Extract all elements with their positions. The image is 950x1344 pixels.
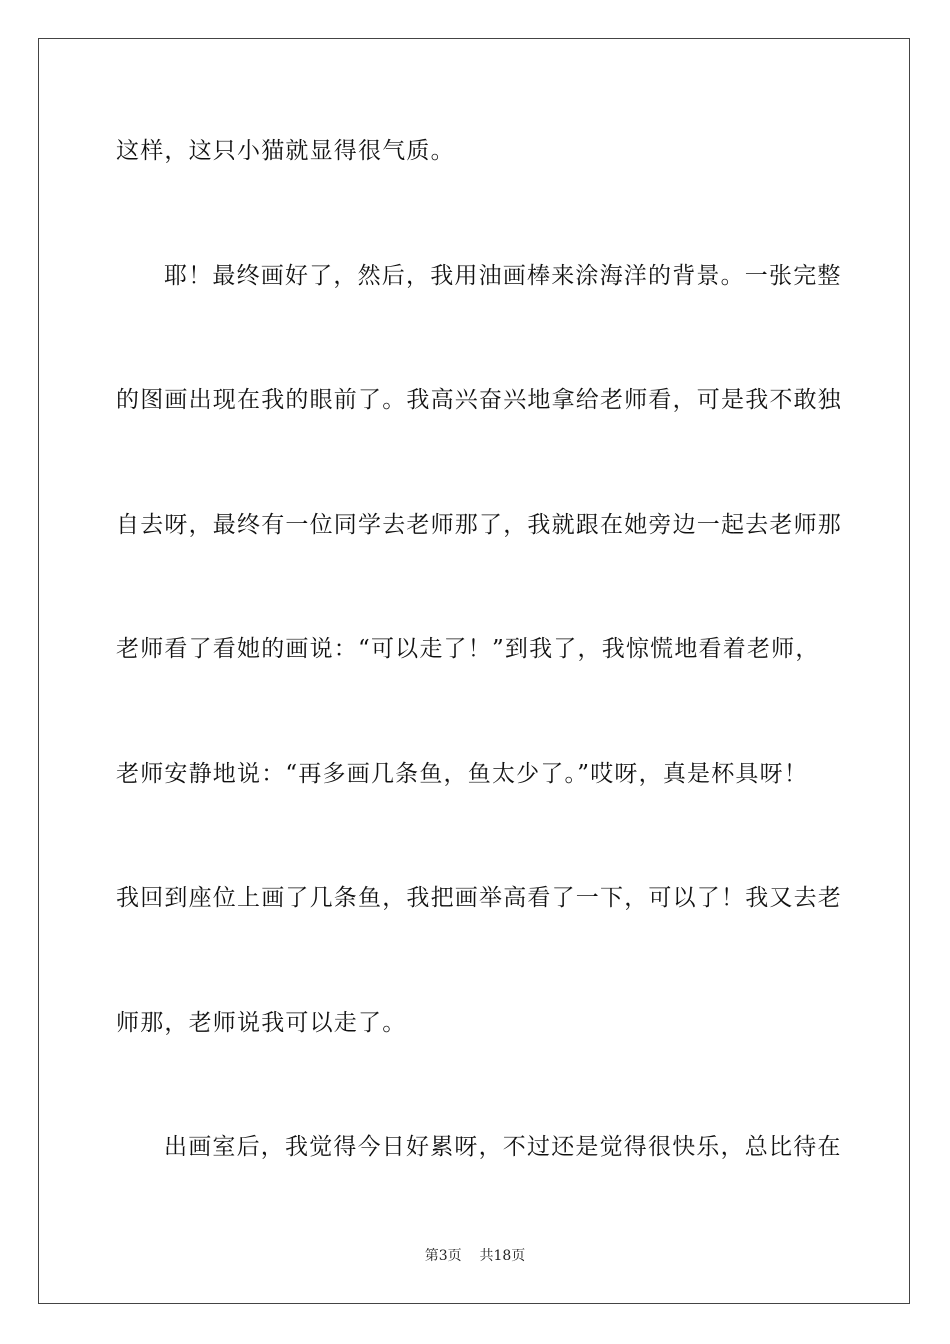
paragraph-line: 自去呀，最终有一位同学去老师那了，我就跟在她旁边一起去老师那 [116, 512, 842, 538]
paragraph-line: 师那，老师说我可以走了。 [116, 1010, 407, 1036]
page-footer [0, 1246, 950, 1266]
paragraph-line: 老师看了看她的画说：“可以走了！”到我了，我惊慌地看着老师， [116, 636, 820, 662]
page-total: 共18页 [479, 1248, 526, 1264]
paragraph-line: 我回到座位上画了几条鱼，我把画举高看了一下，可以了！我又去老 [116, 885, 842, 911]
page-number: 第3页 [424, 1248, 462, 1264]
paragraph-line: 的图画出现在我的眼前了。我高兴奋兴地拿给老师看，可是我不敢独 [116, 387, 842, 413]
paragraph-line: 出画室后，我觉得今日好累呀，不过还是觉得很快乐，总比待在 [164, 1134, 842, 1160]
paragraph-line: 耶！最终画好了，然后，我用油画棒来涂海洋的背景。一张完整 [164, 263, 842, 289]
paragraph-line: 老师安静地说：“再多画几条鱼，鱼太少了。”哎呀，真是杯具呀！ [116, 761, 809, 787]
page-border [38, 38, 910, 1304]
paragraph-line: 这样，这只小猫就显得很气质。 [116, 138, 455, 164]
